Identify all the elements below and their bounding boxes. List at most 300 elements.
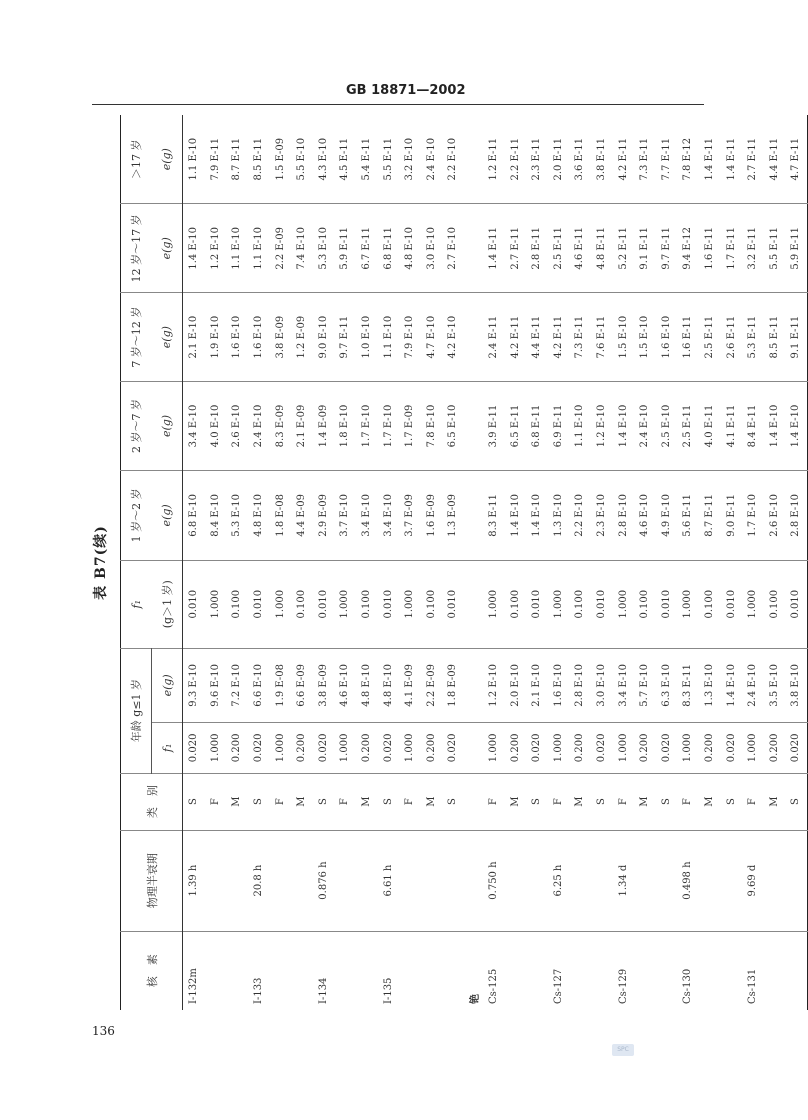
cell-half-life <box>569 830 591 931</box>
cell-eg-7-12: 1.0 E-10 <box>356 293 378 382</box>
header-nuclide: 核 素 <box>121 931 183 1010</box>
cell-f1-infant: 0.020 <box>183 723 205 773</box>
cell-eg-infant: 6.3 E-10 <box>655 648 677 723</box>
dose-coefficient-table <box>120 115 808 1010</box>
table-caption: 表 B7(续) <box>93 525 109 600</box>
cell-eg-infant: 9.3 E-10 <box>183 648 205 723</box>
cell-half-life <box>421 830 443 931</box>
cell-f1-infant: 0.020 <box>655 723 677 773</box>
cell-eg-7-12: 1.1 E-10 <box>377 293 399 382</box>
cell-half-life <box>634 830 656 931</box>
cell-eg-17: 2.2 E-11 <box>504 115 526 204</box>
cell-type: F <box>548 773 570 830</box>
cell-eg-infant: 2.8 E-10 <box>569 648 591 723</box>
cell-eg-7-12: 1.6 E-10 <box>248 293 270 382</box>
cell-eg-1-2: 1.3 E-10 <box>548 470 570 560</box>
cell-half-life <box>504 830 526 931</box>
cell-type: F <box>612 773 634 830</box>
section-spacer-cell <box>464 115 483 204</box>
cell-type: F <box>742 773 764 830</box>
cell-eg-7-12: 1.6 E-11 <box>677 293 699 382</box>
cell-type: M <box>291 773 313 830</box>
header-type: 类 别 <box>121 773 183 830</box>
cell-type: F <box>205 773 227 830</box>
cell-nuclide: I-134 <box>317 977 329 1004</box>
cell-type: F <box>334 773 356 830</box>
cell-eg-1-2: 2.8 E-10 <box>612 470 634 560</box>
cell-type: S <box>720 773 742 830</box>
cell-eg-1-2: 1.8 E-08 <box>269 470 291 560</box>
cell-eg-1-2: 1.7 E-10 <box>742 470 764 560</box>
cell-nuclide <box>526 931 548 1010</box>
cell-eg-infant: 2.4 E-10 <box>742 648 764 723</box>
cell-eg-7-12: 7.6 E-11 <box>591 293 613 382</box>
cell-eg-7-12: 1.2 E-09 <box>291 293 313 382</box>
cell-f1-infant: 0.020 <box>591 723 613 773</box>
cell-f1-older: 0.010 <box>655 560 677 648</box>
section-spacer-cell <box>464 773 483 830</box>
header-half-life: 物理半衰期 <box>121 830 183 931</box>
cell-eg-17: 2.2 E-10 <box>442 115 464 204</box>
cell-f1-older: 0.100 <box>569 560 591 648</box>
table-row <box>720 115 742 1010</box>
cell-half-life <box>699 830 721 931</box>
cell-eg-infant: 1.8 E-09 <box>442 648 464 723</box>
cell-eg-2-7: 6.9 E-11 <box>548 382 570 471</box>
cell-eg-12-17: 5.2 E-11 <box>612 204 634 293</box>
cell-f1-older: 0.010 <box>785 560 807 648</box>
cell-eg-17: 1.1 E-10 <box>183 115 205 204</box>
cell-f1-older: 1.000 <box>548 560 570 648</box>
cell-f1-older: 0.010 <box>183 560 205 648</box>
header-eg-2-7: e(g) <box>152 382 183 471</box>
cell-eg-12-17: 6.8 E-11 <box>377 204 399 293</box>
cell-half-life <box>785 830 807 931</box>
section-spacer-cell <box>464 470 483 560</box>
cell-eg-17: 1.5 E-09 <box>269 115 291 204</box>
cell-eg-1-2: 1.3 E-09 <box>442 470 464 560</box>
cell-eg-12-17: 5.3 E-10 <box>313 204 335 293</box>
cell-type: M <box>569 773 591 830</box>
cell-f1-infant: 0.200 <box>226 723 248 773</box>
cell-eg-1-2: 2.8 E-10 <box>785 470 807 560</box>
cell-f1-infant: 0.020 <box>442 723 464 773</box>
cell-f1-infant: 0.200 <box>421 723 443 773</box>
cell-eg-2-7: 4.0 E-11 <box>699 382 721 471</box>
cell-half-life: 6.61 h <box>377 830 399 931</box>
cell-f1-infant: 0.020 <box>720 723 742 773</box>
cell-nuclide: I-132m <box>188 968 200 1004</box>
table-row <box>504 115 526 1010</box>
cell-eg-12-17: 3.0 E-10 <box>421 204 443 293</box>
section-spacer-cell <box>464 204 483 293</box>
cell-eg-infant: 8.3 E-11 <box>677 648 699 723</box>
cell-f1-older: 0.010 <box>248 560 270 648</box>
cell-half-life <box>269 830 291 931</box>
cell-half-life <box>291 830 313 931</box>
cell-eg-17: 2.4 E-10 <box>421 115 443 204</box>
cell-eg-2-7: 1.4 E-09 <box>313 382 335 471</box>
cell-eg-7-12: 4.2 E-11 <box>504 293 526 382</box>
cell-half-life <box>763 830 785 931</box>
cell-eg-17: 2.3 E-11 <box>526 115 548 204</box>
table-row <box>634 115 656 1010</box>
cell-f1-older: 0.010 <box>377 560 399 648</box>
section-spacer-cell <box>464 293 483 382</box>
cell-eg-2-7: 1.7 E-09 <box>399 382 421 471</box>
cell-eg-1-2: 5.3 E-10 <box>226 470 248 560</box>
cell-eg-7-12: 3.8 E-09 <box>269 293 291 382</box>
cell-f1-older: 0.100 <box>504 560 526 648</box>
cell-eg-12-17: 9.4 E-12 <box>677 204 699 293</box>
cell-nuclide <box>291 931 313 1010</box>
cell-type: F <box>677 773 699 830</box>
cell-eg-1-2: 1.4 E-10 <box>504 470 526 560</box>
cell-f1-older: 1.000 <box>612 560 634 648</box>
cell-eg-2-7: 1.4 E-10 <box>612 382 634 471</box>
cell-eg-infant: 7.2 E-10 <box>226 648 248 723</box>
cell-nuclide: I-133 <box>253 977 265 1004</box>
cell-eg-1-2: 1.4 E-10 <box>526 470 548 560</box>
cell-eg-1-2: 5.6 E-11 <box>677 470 699 560</box>
table-row <box>377 115 399 1010</box>
cell-eg-2-7: 8.3 E-09 <box>269 382 291 471</box>
cell-f1-infant: 0.020 <box>526 723 548 773</box>
cell-eg-7-12: 7.9 E-10 <box>399 293 421 382</box>
cell-eg-infant: 2.2 E-09 <box>421 648 443 723</box>
section-row <box>464 115 483 1010</box>
cell-eg-7-12: 1.5 E-10 <box>634 293 656 382</box>
cell-half-life <box>442 830 464 931</box>
cell-half-life <box>655 830 677 931</box>
cell-nuclide <box>421 931 443 1010</box>
table-row <box>269 115 291 1010</box>
cell-nuclide <box>720 931 742 1010</box>
cell-eg-17: 1.4 E-11 <box>720 115 742 204</box>
cell-eg-infant: 9.6 E-10 <box>205 648 227 723</box>
cell-eg-17: 8.5 E-11 <box>248 115 270 204</box>
cell-eg-1-2: 2.3 E-10 <box>591 470 613 560</box>
cell-f1-older: 0.010 <box>313 560 335 648</box>
cell-type: S <box>442 773 464 830</box>
cell-type: S <box>183 773 205 830</box>
cell-eg-2-7: 1.4 E-10 <box>785 382 807 471</box>
cell-eg-17: 4.3 E-10 <box>313 115 335 204</box>
cell-f1-older: 0.010 <box>526 560 548 648</box>
header-f1: f₁ <box>152 723 183 773</box>
cell-type: S <box>248 773 270 830</box>
cell-f1-infant: 1.000 <box>742 723 764 773</box>
table-row <box>442 115 464 1010</box>
cell-eg-infant: 1.4 E-10 <box>720 648 742 723</box>
cell-eg-12-17: 7.4 E-10 <box>291 204 313 293</box>
cell-eg-1-2: 3.4 E-10 <box>356 470 378 560</box>
cell-eg-2-7: 1.7 E-10 <box>377 382 399 471</box>
cell-f1-infant: 0.020 <box>313 723 335 773</box>
cell-eg-17: 3.6 E-11 <box>569 115 591 204</box>
cell-nuclide <box>655 931 677 1010</box>
cell-eg-7-12: 1.6 E-10 <box>226 293 248 382</box>
cell-eg-infant: 3.0 E-10 <box>591 648 613 723</box>
cell-type: F <box>483 773 505 830</box>
cell-eg-12-17: 1.4 E-11 <box>483 204 505 293</box>
cell-f1-older: 0.100 <box>421 560 443 648</box>
cell-eg-1-2: 1.6 E-09 <box>421 470 443 560</box>
cell-eg-infant: 3.8 E-10 <box>785 648 807 723</box>
cell-eg-2-7: 1.7 E-10 <box>356 382 378 471</box>
cell-eg-12-17: 1.6 E-11 <box>699 204 721 293</box>
header-eg-infant: e(g) <box>152 648 183 723</box>
cell-eg-7-12: 2.1 E-10 <box>183 293 205 382</box>
header-age-1-2: 1 岁～2 岁 <box>121 470 152 560</box>
cell-eg-12-17: 1.2 E-10 <box>205 204 227 293</box>
cell-f1-infant: 1.000 <box>399 723 421 773</box>
cell-f1-infant: 0.200 <box>634 723 656 773</box>
table-row <box>699 115 721 1010</box>
cell-type: M <box>504 773 526 830</box>
cell-eg-1-2: 3.7 E-09 <box>399 470 421 560</box>
cell-eg-7-12: 1.5 E-10 <box>612 293 634 382</box>
cell-eg-1-2: 2.2 E-10 <box>569 470 591 560</box>
cell-eg-17: 7.9 E-11 <box>205 115 227 204</box>
header-infant-group: 年龄 g≤1 岁 <box>121 648 152 773</box>
header-age-2-7: 2 岁～7 岁 <box>121 382 152 471</box>
cell-f1-older: 0.100 <box>763 560 785 648</box>
cell-eg-7-12: 2.4 E-11 <box>483 293 505 382</box>
cell-eg-1-2: 6.8 E-10 <box>183 470 205 560</box>
cell-nuclide <box>569 931 591 1010</box>
cell-eg-2-7: 1.1 E-10 <box>569 382 591 471</box>
cell-eg-2-7: 7.8 E-10 <box>421 382 443 471</box>
cell-nuclide <box>226 931 248 1010</box>
cell-eg-infant: 4.8 E-10 <box>377 648 399 723</box>
cell-eg-12-17: 6.7 E-11 <box>356 204 378 293</box>
cell-half-life <box>526 830 548 931</box>
cell-nuclide <box>699 931 721 1010</box>
cell-nuclide <box>205 931 227 1010</box>
cell-f1-infant: 0.020 <box>785 723 807 773</box>
cell-eg-7-12: 4.2 E-11 <box>548 293 570 382</box>
cell-f1-older: 0.010 <box>720 560 742 648</box>
cell-eg-7-12: 4.4 E-11 <box>526 293 548 382</box>
cell-type: M <box>356 773 378 830</box>
cell-nuclide: Cs-127 <box>552 968 564 1004</box>
cell-eg-infant: 1.9 E-08 <box>269 648 291 723</box>
cell-f1-infant: 1.000 <box>548 723 570 773</box>
cell-half-life: 0.750 h <box>483 830 505 931</box>
cell-eg-7-12: 9.1 E-11 <box>785 293 807 382</box>
cell-eg-12-17: 2.2 E-09 <box>269 204 291 293</box>
cell-eg-12-17: 2.7 E-11 <box>504 204 526 293</box>
header-age-17: ＞17 岁 <box>121 115 152 204</box>
cell-eg-2-7: 2.6 E-10 <box>226 382 248 471</box>
cell-eg-17: 7.7 E-11 <box>655 115 677 204</box>
section-spacer-cell <box>464 830 483 931</box>
cell-half-life: 0.876 h <box>313 830 335 931</box>
cell-nuclide <box>442 931 464 1010</box>
table-row <box>205 115 227 1010</box>
table-row <box>785 115 807 1010</box>
cell-eg-2-7: 3.9 E-11 <box>483 382 505 471</box>
cell-eg-12-17: 9.1 E-11 <box>634 204 656 293</box>
table-row <box>591 115 613 1010</box>
cell-nuclide <box>399 931 421 1010</box>
cell-eg-2-7: 6.5 E-11 <box>504 382 526 471</box>
table-row <box>569 115 591 1010</box>
cell-eg-2-7: 2.4 E-10 <box>248 382 270 471</box>
cell-nuclide <box>269 931 291 1010</box>
cell-eg-infant: 2.0 E-10 <box>504 648 526 723</box>
cell-f1-infant: 0.200 <box>569 723 591 773</box>
cell-eg-2-7: 3.4 E-10 <box>183 382 205 471</box>
cell-f1-infant: 1.000 <box>334 723 356 773</box>
cell-eg-7-12: 1.6 E-10 <box>655 293 677 382</box>
cell-eg-1-2: 8.4 E-10 <box>205 470 227 560</box>
cell-eg-infant: 2.1 E-10 <box>526 648 548 723</box>
header-eg-17: e(g) <box>152 115 183 204</box>
cell-type: S <box>655 773 677 830</box>
cell-eg-17: 3.8 E-11 <box>591 115 613 204</box>
cell-f1-infant: 0.020 <box>377 723 399 773</box>
cell-eg-12-17: 5.9 E-11 <box>334 204 356 293</box>
cell-nuclide <box>785 931 807 1010</box>
header-rule <box>92 104 704 105</box>
cell-eg-1-2: 4.9 E-10 <box>655 470 677 560</box>
cell-nuclide <box>356 931 378 1010</box>
cell-eg-infant: 3.8 E-09 <box>313 648 335 723</box>
table-row <box>334 115 356 1010</box>
cell-f1-infant: 1.000 <box>612 723 634 773</box>
cell-nuclide: Cs-129 <box>617 968 629 1004</box>
header-eg-7-12: e(g) <box>152 293 183 382</box>
cell-f1-older: 0.100 <box>699 560 721 648</box>
cell-type: M <box>699 773 721 830</box>
header-age-7-12: 7 岁～12 岁 <box>121 293 152 382</box>
cell-eg-infant: 5.7 E-10 <box>634 648 656 723</box>
cell-eg-12-17: 1.1 E-10 <box>226 204 248 293</box>
cell-eg-17: 4.5 E-11 <box>334 115 356 204</box>
table-row <box>526 115 548 1010</box>
cell-half-life: 9.69 d <box>742 830 764 931</box>
cell-eg-2-7: 2.1 E-09 <box>291 382 313 471</box>
cell-f1-older: 1.000 <box>483 560 505 648</box>
cell-f1-older: 0.100 <box>291 560 313 648</box>
cell-eg-7-12: 8.5 E-11 <box>763 293 785 382</box>
cell-half-life <box>356 830 378 931</box>
table-row <box>612 115 634 1010</box>
cell-eg-1-2: 4.8 E-10 <box>248 470 270 560</box>
cell-eg-2-7: 6.8 E-11 <box>526 382 548 471</box>
cell-eg-infant: 4.6 E-10 <box>334 648 356 723</box>
table-row <box>742 115 764 1010</box>
cell-nuclide <box>591 931 613 1010</box>
cell-f1-older: 1.000 <box>334 560 356 648</box>
header-f1-older <box>121 560 152 648</box>
cell-type: M <box>763 773 785 830</box>
table-body <box>183 115 808 1010</box>
section-spacer-cell <box>464 648 483 723</box>
document-code: GB 18871—2002 <box>346 83 466 98</box>
cell-eg-infant: 3.5 E-10 <box>763 648 785 723</box>
rotated-table-block <box>93 115 802 1010</box>
cell-eg-17: 4.7 E-11 <box>785 115 807 204</box>
cell-eg-2-7: 6.5 E-10 <box>442 382 464 471</box>
cell-half-life: 1.39 h <box>183 830 205 931</box>
cell-f1-infant: 1.000 <box>677 723 699 773</box>
cell-nuclide <box>334 931 356 1010</box>
cell-eg-1-2: 3.4 E-10 <box>377 470 399 560</box>
cell-eg-7-12: 2.6 E-11 <box>720 293 742 382</box>
cell-half-life: 1.34 d <box>612 830 634 931</box>
table-row <box>655 115 677 1010</box>
cell-eg-2-7: 2.5 E-10 <box>655 382 677 471</box>
cell-f1-infant: 1.000 <box>269 723 291 773</box>
table-row <box>313 115 335 1010</box>
table-row <box>183 115 205 1010</box>
cell-eg-12-17: 4.8 E-10 <box>399 204 421 293</box>
cell-nuclide <box>504 931 526 1010</box>
cell-eg-infant: 6.6 E-10 <box>248 648 270 723</box>
header-eg-1-2: e(g) <box>152 470 183 560</box>
cell-eg-1-2: 2.6 E-10 <box>763 470 785 560</box>
cell-eg-12-17: 1.4 E-10 <box>183 204 205 293</box>
cell-type: M <box>226 773 248 830</box>
cell-eg-12-17: 2.7 E-10 <box>442 204 464 293</box>
cell-eg-2-7: 1.2 E-10 <box>591 382 613 471</box>
cell-f1-older: 1.000 <box>742 560 764 648</box>
cell-eg-17: 3.2 E-10 <box>399 115 421 204</box>
cell-half-life <box>205 830 227 931</box>
cell-eg-12-17: 9.7 E-11 <box>655 204 677 293</box>
header-f1-older-cond: (g＞1 岁) <box>152 560 183 648</box>
cell-f1-infant: 0.200 <box>763 723 785 773</box>
cell-eg-7-12: 1.9 E-10 <box>205 293 227 382</box>
cell-eg-12-17: 5.5 E-11 <box>763 204 785 293</box>
cell-eg-2-7: 2.5 E-11 <box>677 382 699 471</box>
cell-nuclide: I-135 <box>382 977 394 1004</box>
cell-half-life: 6.25 h <box>548 830 570 931</box>
cell-f1-older: 0.010 <box>442 560 464 648</box>
cell-type: S <box>313 773 335 830</box>
table-row <box>763 115 785 1010</box>
cell-eg-17: 2.7 E-11 <box>742 115 764 204</box>
cell-half-life <box>720 830 742 931</box>
cell-eg-17: 8.7 E-11 <box>226 115 248 204</box>
cell-eg-2-7: 4.0 E-10 <box>205 382 227 471</box>
cell-eg-12-17: 4.8 E-11 <box>591 204 613 293</box>
cell-f1-infant: 0.200 <box>356 723 378 773</box>
section-label-cs: 铯 <box>469 994 481 1004</box>
section-spacer-cell <box>464 560 483 648</box>
cell-nuclide <box>634 931 656 1010</box>
cell-eg-infant: 1.6 E-10 <box>548 648 570 723</box>
cell-nuclide: Cs-131 <box>747 968 759 1004</box>
cell-eg-17: 5.5 E-10 <box>291 115 313 204</box>
cell-eg-1-2: 8.7 E-11 <box>699 470 721 560</box>
cell-eg-17: 5.4 E-11 <box>356 115 378 204</box>
cell-f1-infant: 1.000 <box>205 723 227 773</box>
cell-f1-infant: 1.000 <box>483 723 505 773</box>
watermark-logo: SPC <box>612 1044 634 1056</box>
table-row <box>421 115 443 1010</box>
table-row <box>356 115 378 1010</box>
cell-eg-17: 5.5 E-11 <box>377 115 399 204</box>
cell-half-life <box>226 830 248 931</box>
cell-eg-infant: 4.8 E-10 <box>356 648 378 723</box>
cell-half-life: 20.8 h <box>248 830 270 931</box>
cell-eg-1-2: 9.0 E-11 <box>720 470 742 560</box>
cell-eg-12-17: 4.6 E-11 <box>569 204 591 293</box>
